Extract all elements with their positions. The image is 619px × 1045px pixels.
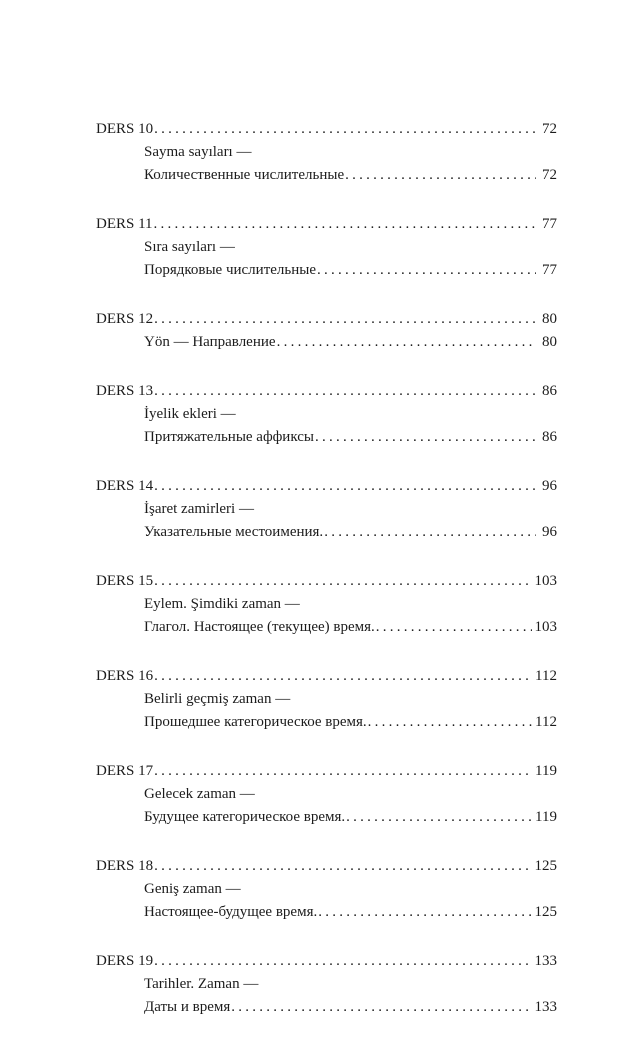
page-number: 86 (542, 383, 557, 399)
leader-dots (154, 665, 532, 688)
table-of-contents (96, 118, 557, 1045)
lesson-translation-row[interactable] (96, 711, 557, 734)
lesson-title: DERS 12 (96, 311, 154, 327)
toc-entry (96, 570, 557, 639)
lesson-subtitle-row (96, 688, 557, 711)
lesson-subtitle: İşaret zamirleri — (144, 501, 254, 517)
lesson-subtitle: Tarihler. Zaman — (144, 976, 259, 992)
lesson-translation-row[interactable] (96, 426, 557, 449)
toc-entry (96, 855, 557, 924)
lesson-subtitle: Sıra sayıları — (144, 239, 235, 255)
leader-dots (345, 164, 536, 187)
lesson-subtitle: Sayma sayıları — (144, 144, 252, 160)
lesson-title: DERS 18 (96, 858, 154, 874)
leader-dots (154, 380, 536, 403)
lesson-subtitle-row (96, 236, 557, 259)
leader-dots (318, 901, 531, 924)
lesson-heading-row[interactable] (96, 760, 557, 783)
lesson-heading-row[interactable] (96, 570, 557, 593)
leader-dots (376, 616, 532, 639)
leader-dots (368, 711, 532, 734)
lesson-heading-row[interactable] (96, 213, 557, 236)
leader-dots (154, 213, 536, 236)
lesson-subtitle-row (96, 783, 557, 806)
lesson-subtitle: Gelecek zaman — (144, 786, 255, 802)
leader-dots (317, 259, 536, 282)
page-number: 77 (542, 216, 557, 232)
leader-dots (154, 475, 536, 498)
lesson-title: DERS 16 (96, 668, 154, 684)
lesson-heading-row[interactable] (96, 118, 557, 141)
lesson-subtitle-row (96, 403, 557, 426)
page-number: 125 (534, 858, 557, 874)
leader-dots (315, 426, 536, 449)
page-number: 112 (535, 714, 557, 730)
page-number: 125 (534, 904, 557, 920)
lesson-subtitle-row (96, 973, 557, 996)
lesson-title: DERS 19 (96, 953, 154, 969)
page-number: 86 (542, 429, 557, 445)
lesson-subtitle: Belirli geçmiş zaman — (144, 691, 291, 707)
lesson-heading-row[interactable] (96, 380, 557, 403)
lesson-translation: Указательные местоимения. (144, 524, 324, 540)
toc-entry (96, 950, 557, 1019)
lesson-translation-row[interactable] (96, 996, 557, 1019)
lesson-title: DERS 14 (96, 478, 154, 494)
lesson-translation: Глагол. Настоящее (текущее) время. (144, 619, 375, 635)
lesson-subtitle-row (96, 141, 557, 164)
lesson-heading-row[interactable] (96, 665, 557, 688)
page-number: 72 (542, 167, 557, 183)
page-number: 133 (534, 999, 557, 1015)
page-number: 119 (535, 809, 557, 825)
toc-entry (96, 475, 557, 544)
page-number: 80 (542, 311, 557, 327)
lesson-translation-row[interactable] (96, 616, 557, 639)
toc-entry (96, 308, 557, 354)
lesson-translation-row[interactable] (96, 806, 557, 829)
toc-entry (96, 380, 557, 449)
lesson-translation: Настоящее-будущее время. (144, 904, 318, 920)
lesson-title: DERS 11 (96, 216, 153, 232)
lesson-title: DERS 13 (96, 383, 154, 399)
lesson-translation-row[interactable] (96, 521, 557, 544)
lesson-translation: Будущее категорическое время. (144, 809, 346, 825)
lesson-subtitle-row (96, 878, 557, 901)
page-number: 96 (542, 524, 557, 540)
lesson-title: DERS 15 (96, 573, 154, 589)
lesson-translation: Количественные числительные (144, 167, 345, 183)
leader-dots (231, 996, 531, 1019)
leader-dots (277, 331, 536, 354)
leader-dots (154, 570, 531, 593)
lesson-translation: Прошедшее категорическое время. (144, 714, 367, 730)
lesson-translation-row[interactable] (96, 259, 557, 282)
lesson-title: DERS 10 (96, 121, 154, 137)
lesson-heading-row[interactable] (96, 475, 557, 498)
page-number: 77 (542, 262, 557, 278)
lesson-translation: Yön — Направление (144, 334, 276, 350)
toc-entry (96, 665, 557, 734)
page-number: 133 (534, 953, 557, 969)
lesson-heading-row[interactable] (96, 950, 557, 973)
leader-dots (154, 118, 536, 141)
page-number: 112 (535, 668, 557, 684)
page-number: 96 (542, 478, 557, 494)
lesson-subtitle-row (96, 498, 557, 521)
leader-dots (154, 308, 536, 331)
leader-dots (154, 855, 531, 878)
lesson-translation: Притяжательные аффиксы (144, 429, 314, 445)
leader-dots (324, 521, 536, 544)
page-number: 80 (542, 334, 557, 350)
page-number: 119 (535, 763, 557, 779)
lesson-subtitle: İyelik ekleri — (144, 406, 236, 422)
lesson-subtitle: Eylem. Şimdiki zaman — (144, 596, 300, 612)
lesson-translation: Порядковые числительные (144, 262, 317, 278)
lesson-title: DERS 17 (96, 763, 154, 779)
lesson-translation-row[interactable] (96, 901, 557, 924)
lesson-subtitle-row (96, 593, 557, 616)
leader-dots (154, 950, 531, 973)
lesson-translation-row[interactable] (96, 164, 557, 187)
lesson-heading-row[interactable] (96, 308, 557, 331)
toc-entry (96, 760, 557, 829)
lesson-translation-row[interactable] (96, 331, 557, 354)
page-number: 103 (534, 573, 557, 589)
page-number: 72 (542, 121, 557, 137)
toc-entry (96, 118, 557, 187)
lesson-heading-row[interactable] (96, 855, 557, 878)
lesson-translation: Даты и время (144, 999, 231, 1015)
leader-dots (346, 806, 532, 829)
toc-entry (96, 213, 557, 282)
page-number: 103 (534, 619, 557, 635)
leader-dots (154, 760, 532, 783)
lesson-subtitle: Geniş zaman — (144, 881, 241, 897)
